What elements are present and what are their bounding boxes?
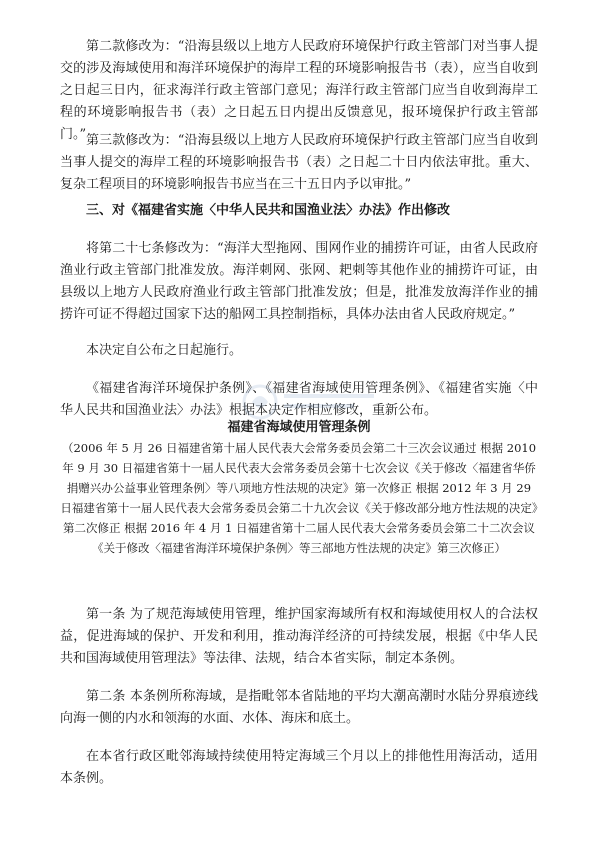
- article-2: 第二条 本条例所称海域，是指毗邻本省陆地的平均大潮高潮时水陆分界痕迹线向海一侧的内水和领海的水面、水体、海床和底土。: [60, 689, 538, 726]
- law-title: 福建省海域使用管理条例: [227, 420, 371, 435]
- article-1: 第一条 为了规范海域使用管理，维护国家海域所有权和海域使用权人的合法权益，促进海域的保护、开发和利用，推动海洋经济的可持续发展，根据《中华人民共和国海域使用管理法》等法律、法规，结合本省实际，制定本条例。: [60, 607, 538, 666]
- paragraph-article-27: 将第二十七条修改为：“海洋大型拖网、围网作业的捕捞许可证，由省人民政府渔业行政主管部门批准发放。海洋刺网、张网、耙刺等其他作业的捕捞许可证，由县级以上地方人民政府渔业行政主管部门批准发放；但是，批准发放海洋作业的捕捞许可证不得超过国家下达的船网工具控制指标，具体办法由省人民政府规定。”: [60, 241, 538, 322]
- article-2-scope: 在本省行政区毗邻海域持续使用特定海域三个月以上的排他性用海活动，适用本条例。: [60, 749, 538, 786]
- paragraph-effective-date: 本决定自公布之日起施行。: [86, 343, 243, 358]
- paragraph-second-clause: 第二款修改为：“沿海县级以上地方人民政府环境保护行政主管部门对当事人提交的涉及海域使用和海洋环境保护的海岸工程的环境影响报告书（表），应当自收到之日起三日内，征求海洋行政主管部门意见；海洋行政主管部门应当自收到海岸工程的环境影响报告书（表）之日起五日内提出反馈意见，报环境保护行政主管部门。”: [60, 39, 538, 142]
- law-revision-note: （2006 年 5 月 26 日福建省第十届人民代表大会常务委员会第二十三次会议通过 根据 2010 年 9 月 30 日福建省第十一届人民代表大会常务委员会第十七次会议《关于修改〈福建省华侨捐赠兴办公益事业管理条例〉等八项地方性法规的决定》第一次修正 根据 2012 年 3 月 29 日福建省第十一届人民代表大会常务委员会第二十九次会议《关于修改部分地方性法规的决定》第二次修正 根据 2016 年 4 月 1 日福建省第十二届人民代表大会常务委员会第二十二次会议《关于修改〈福建省海洋环境保护条例〉等三部地方性法规的决定》第三次修正）: [60, 441, 538, 555]
- paragraph-third-clause: 第三款修改为：“沿海县级以上地方人民政府环境保护行政主管部门应当自收到当事人提交的海岸工程的环境影响报告书（表）之日起二十日内依法审批。重大、复杂工程项目的环境影响报告书应当在三十五日内予以审批。”: [60, 133, 538, 192]
- paragraph-republish: 《福建省海洋环境保护条例》、《福建省海域使用管理条例》、《福建省实施〈中华人民共和国渔业法〉办法》根据本决定作相应修改，重新公布。: [60, 381, 538, 418]
- section-heading: 三、对《福建省实施〈中华人民共和国渔业法〉办法》作出修改: [86, 203, 451, 218]
